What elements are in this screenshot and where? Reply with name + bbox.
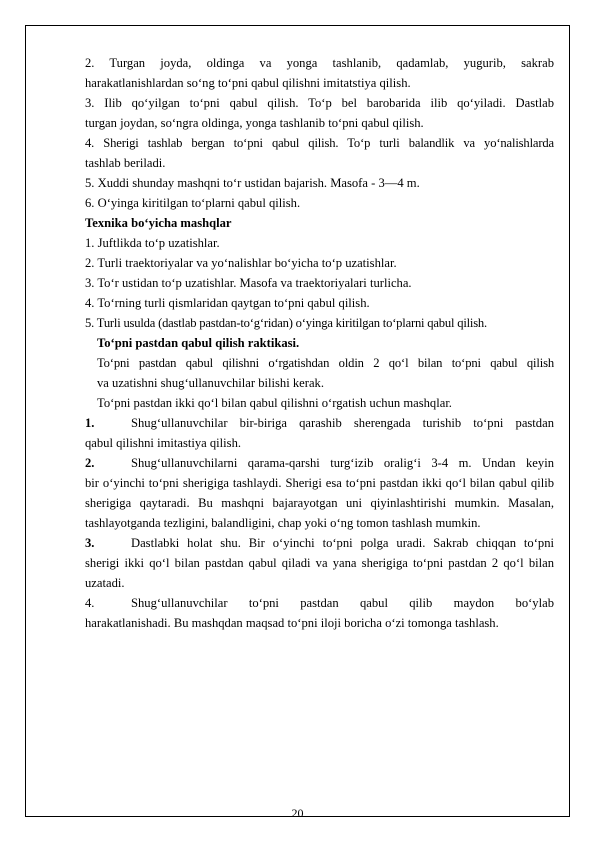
list-item: 3. To‘r ustidan to‘p uzatishlar. Masofa va traektoriyalari turlicha. <box>85 276 412 290</box>
exercise-continuation: harakatlanishadi. Bu mashqdan maqsad to‘pni iloji boricha o‘zi tomonga tashlash. <box>85 616 499 630</box>
paragraph-line: harakatlanishlardan so‘ng to‘pni qabul qilishni imitatstiya qilish. <box>85 76 411 90</box>
exercise-number: 3. <box>85 536 95 550</box>
exercise-first-line: Shug‘ullanuvchilar bir-biriga qarashib sherengada turishib to‘pni pastdan <box>131 416 554 430</box>
exercise-first-line: Shug‘ullanuvchilarni qarama-qarshi turg‘izib oralig‘i 3-4 m. Undan keyin <box>131 456 554 470</box>
paragraph-line: To‘pni pastdan ikki qo‘l bilan qabul qilishni o‘rgatish uchun mashqlar. <box>97 396 452 410</box>
paragraph-line: va uzatishni shug‘ullanuvchilar bilishi kerak. <box>97 376 324 390</box>
paragraph-line: 3. Ilib qo‘yilgan to‘pni qabul qilish. To‘p bel barobarida ilib qo‘yiladi. Dastlab <box>85 96 554 110</box>
exercise-number: 2. <box>85 456 95 470</box>
exercise-number: 4. <box>85 596 95 610</box>
paragraph-line: turgan joydan, so‘ngra oldinga, yonga tashlanib to‘pni qabul qilish. <box>85 116 424 130</box>
paragraph-line: 4. Sherigi tashlab bergan to‘pni qabul qilish. To‘p turli balandlik va yo‘nalishlarda <box>85 136 554 150</box>
exercise-continuation: qabul qilishni imitastiya qilish. <box>85 436 242 450</box>
exercise-first-line: Shug‘ullanuvchilar to‘pni pastdan qabul qilib maydon bo‘ylab <box>131 596 554 610</box>
paragraph-line: To‘pni pastdan qabul qilishni o‘rgatishdan oldin 2 qo‘l bilan to‘pni qabul qilish <box>97 356 554 370</box>
exercise-item <box>85 593 554 613</box>
list-item: 5. Turli usulda (dastlab pastdan-to‘g‘ridan) o‘yinga kiritilgan to‘plarni qabul qilish. <box>85 316 487 330</box>
page-number: 20 <box>291 806 304 820</box>
list-item: 1. Juftlikda to‘p uzatishlar. <box>85 236 220 250</box>
exercise-continuation: bir o‘yinchi to‘pni sherigiga tashlaydi. Sherigi esa to‘pni pastdan ikki qo‘l bilan qabul qilib sherigiga qaytaradi. Bu mashqni bajarayotgan uni qiyinlashtirishi mumkin. Masalan, tashlayotganda tezligini, balandligini, chap yoki o‘ng tomon tashlash mumkin. <box>85 476 554 530</box>
list-item: 4. To‘rning turli qismlaridan qaytgan to‘pni qabul qilish. <box>85 296 370 310</box>
list-item: 2. Turli traektoriyalar va yo‘nalishlar bo‘yicha to‘p uzatishlar. <box>85 256 397 270</box>
paragraph-line: 2. Turgan joyda, oldinga va yonga tashlanib, qadamlab, yugurib, sakrab <box>85 56 554 70</box>
exercise-continuation: sherigi ikki qo‘l bilan pastdan qabul qiladi va yana sherigiga to‘pni pastdan 2 qo‘l bilan uzatadi. <box>85 556 554 590</box>
exercise-number: 1. <box>85 416 95 430</box>
exercise-item <box>85 413 554 433</box>
section-heading: Texnika bo‘yicha mashqlar <box>85 216 232 230</box>
exercise-item <box>85 453 554 473</box>
section-heading: To‘pni pastdan qabul qilish raktikasi. <box>97 336 300 350</box>
paragraph-line: 5. Xuddi shunday mashqni to‘r ustidan bajarish. Masofa - 3—4 m. <box>85 176 420 190</box>
paragraph-line: 6. O‘yinga kiritilgan to‘plarni qabul qilish. <box>85 196 301 210</box>
exercise-first-line: Dastlabki holat shu. Bir o‘yinchi to‘pni polga uradi. Sakrab chiqqan to‘pni <box>131 536 554 550</box>
document-body <box>85 53 554 633</box>
exercise-item <box>85 533 554 553</box>
paragraph-line: tashlab beriladi. <box>85 156 166 170</box>
